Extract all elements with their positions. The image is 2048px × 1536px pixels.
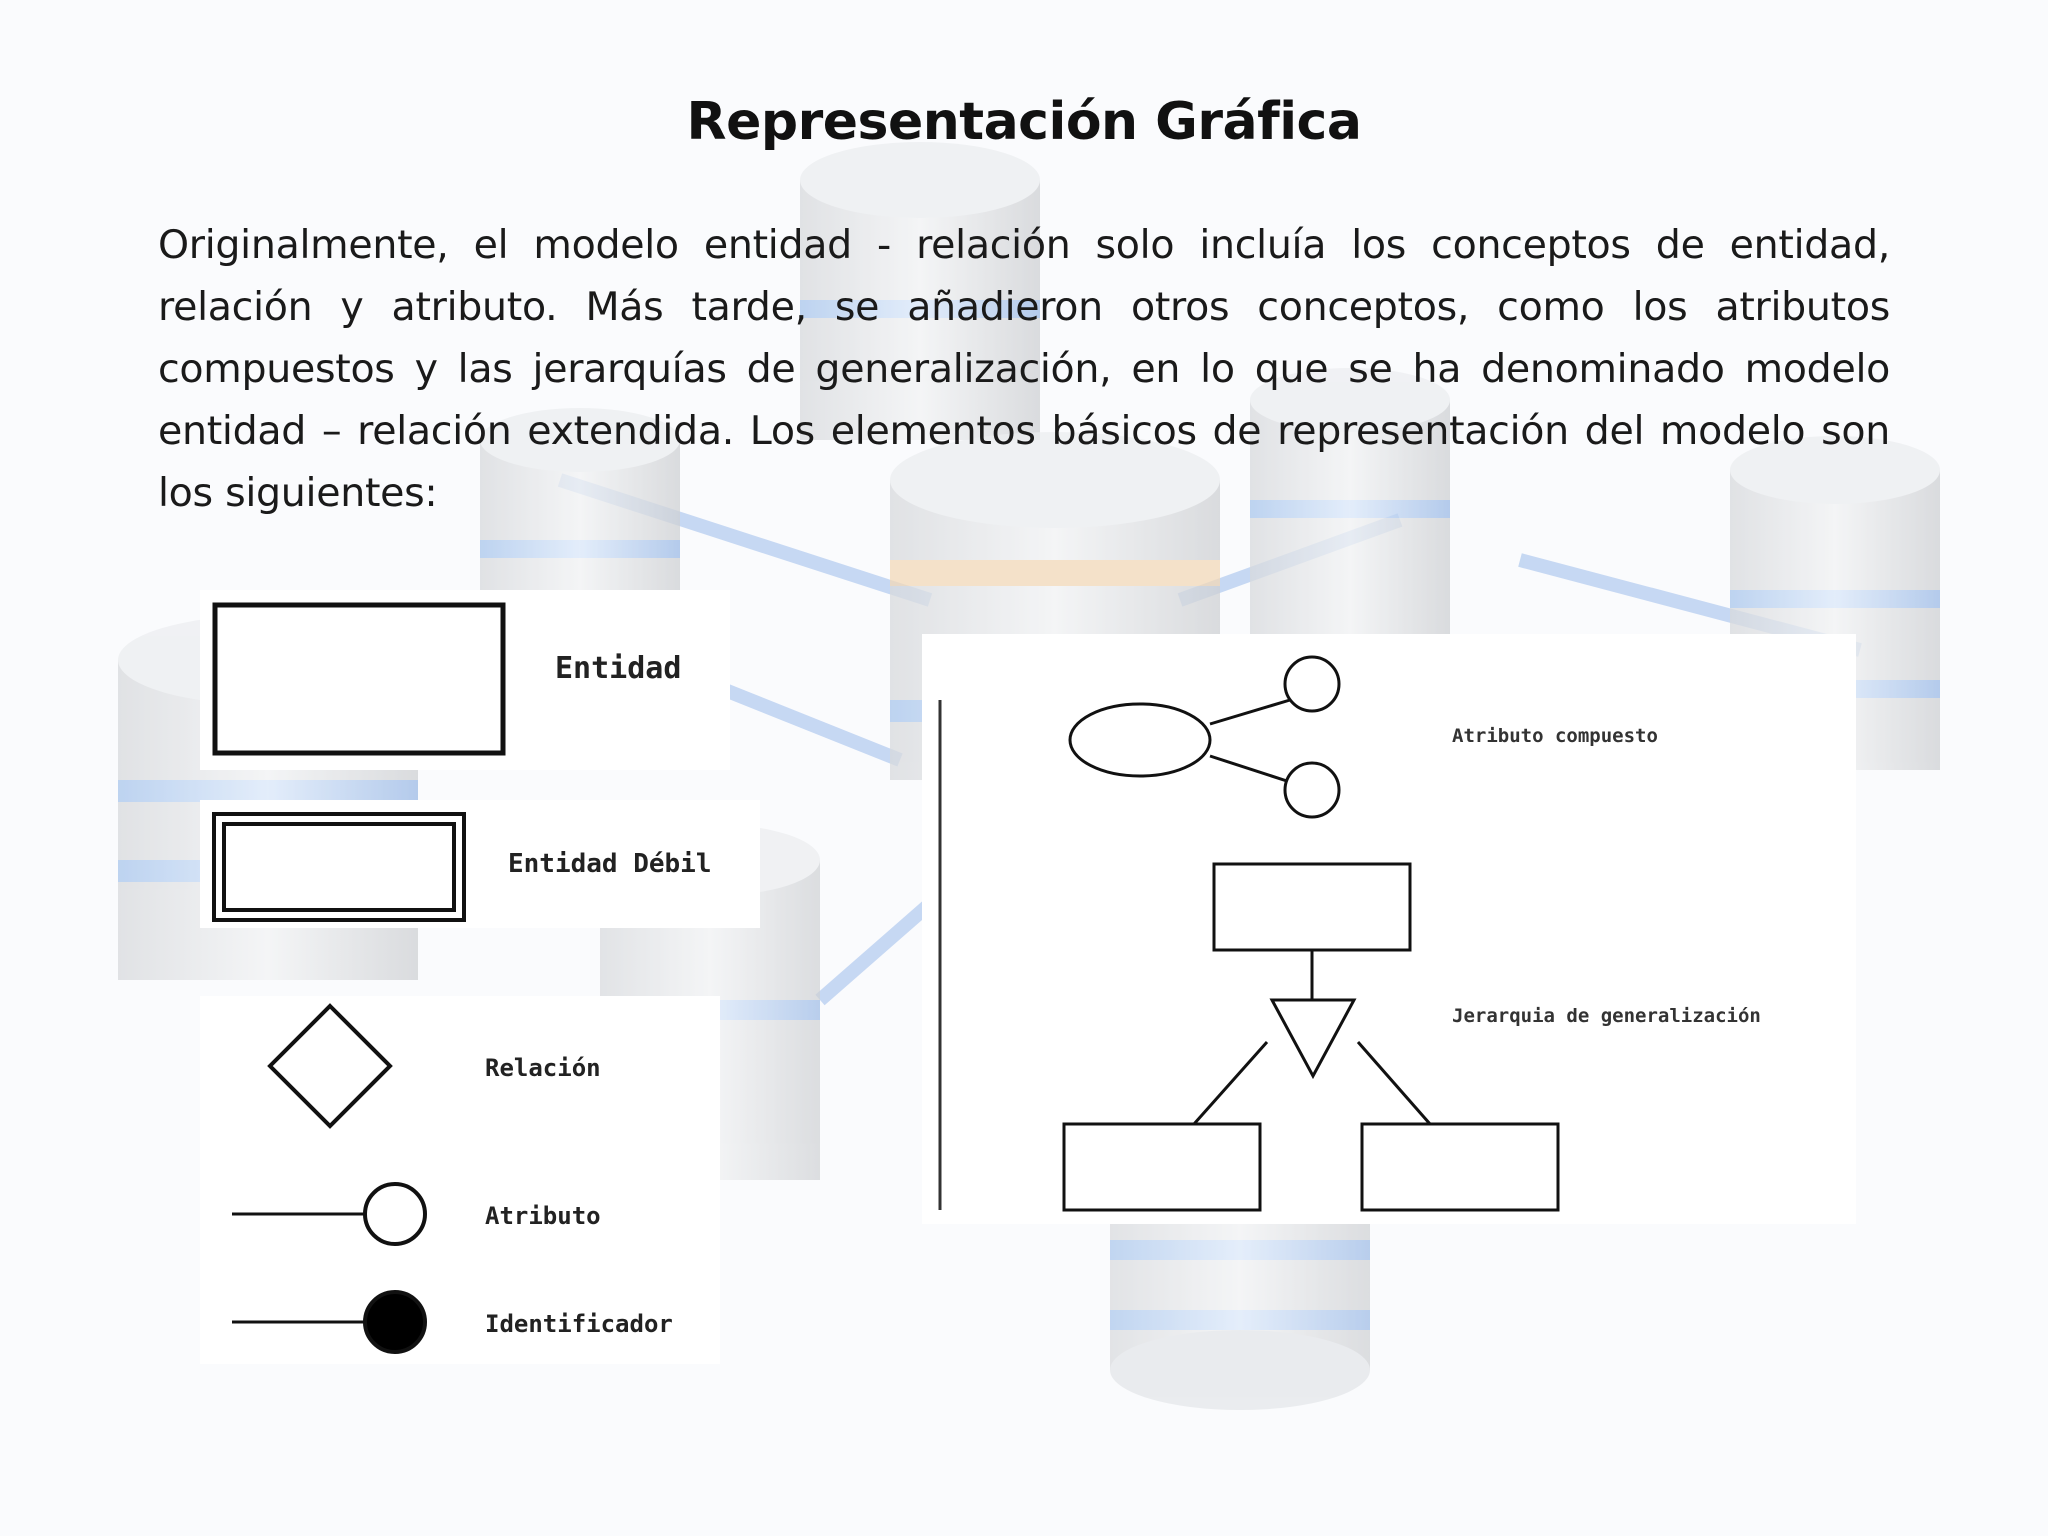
- generalization-hierarchy-label: Jerarquia de generalización: [1452, 1005, 1761, 1027]
- sub-attribute-circle-upper: [1285, 657, 1339, 711]
- supertype-entity-box: [1214, 864, 1410, 950]
- composite-attribute-line-lower: [1210, 756, 1290, 782]
- hierarchy-left-branch: [1194, 1042, 1267, 1124]
- weak-entity-label: Entidad Débil: [508, 849, 712, 879]
- extended-elements-legend-panel: [922, 634, 1856, 1224]
- extended-elements-diagram: [922, 634, 1856, 1224]
- entity-label: Entidad: [555, 651, 682, 686]
- slide-title: Representación Gráfica: [686, 92, 1362, 152]
- relationship-attribute-symbols-diagram: [200, 996, 720, 1364]
- composite-attribute-ellipse: [1070, 704, 1210, 776]
- relationship-attribute-legend-panel: [200, 996, 720, 1364]
- weak-entity-legend-panel: [200, 800, 760, 928]
- subtype-entity-box-right: [1362, 1124, 1558, 1210]
- composite-attribute-label: Atributo compuesto: [1452, 725, 1658, 747]
- relationship-label: Relación: [485, 1054, 601, 1082]
- attribute-label: Atributo: [485, 1202, 601, 1230]
- identifier-circle: [365, 1292, 425, 1352]
- generalization-triangle: [1272, 1000, 1354, 1076]
- entity-rectangle: [215, 605, 503, 753]
- entity-symbol-diagram: [200, 590, 730, 770]
- identifier-label: Identificador: [485, 1310, 673, 1338]
- composite-attribute-line-upper: [1210, 700, 1290, 724]
- sub-attribute-circle-lower: [1285, 763, 1339, 817]
- subtype-entity-box-left: [1064, 1124, 1260, 1210]
- hierarchy-right-branch: [1358, 1042, 1430, 1124]
- attribute-circle: [365, 1184, 425, 1244]
- relationship-diamond: [270, 1006, 390, 1126]
- weak-entity-symbol-diagram: [200, 800, 760, 928]
- weak-entity-inner-rectangle: [224, 824, 454, 910]
- intro-paragraph: Originalmente, el modelo entidad - relación solo incluía los conceptos de entidad, relación y atributo. Más tarde, se añadieron otros conceptos, como los atributos compuestos y las jerarquías de generalización, en lo que se ha denominado modelo entidad – relación extendida. Los elementos básicos de representación del modelo son los siguientes:: [158, 222, 1890, 516]
- entity-legend-panel: [200, 590, 730, 770]
